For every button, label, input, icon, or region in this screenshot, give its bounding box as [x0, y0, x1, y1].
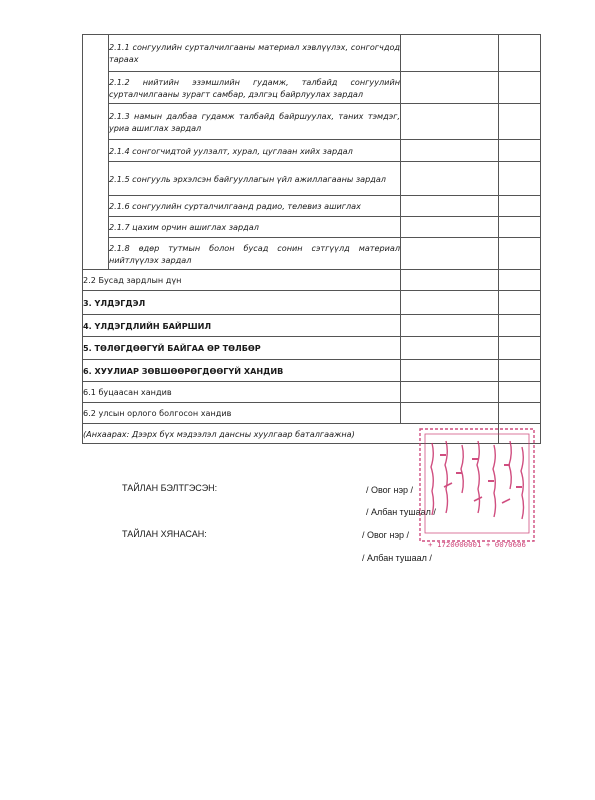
- amount-cell: [401, 196, 499, 217]
- prepared-by-position-line: / Албан тушаал /: [366, 507, 436, 517]
- amount-cell: [401, 360, 499, 382]
- amount-cell: [401, 315, 499, 337]
- amount-cell: [401, 72, 499, 104]
- row-label: 2.1.8 өдөр тутмын болон бусад сонин сэтгүүлд материал нийтлүүлэх зардал: [109, 238, 401, 270]
- amount-cell: [499, 217, 541, 238]
- row-label: 6.2 улсын орлого болгосон хандив: [83, 403, 401, 424]
- row-label: 2.1.3 намын далбаа гудамж талбайд байршуулах, таних тэмдэг, уриа ашиглах зардал: [109, 104, 401, 140]
- row-label: 2.1.2 нийтийн эзэмшлийн гудамж, талбайд сонгуулийн сурталчилгааны зурагт самбар, дэлгэц байрлуулах зардал: [109, 72, 401, 104]
- amount-cell: [499, 162, 541, 196]
- section-heading: 4. ҮЛДЭГДЛИЙН БАЙРШИЛ: [83, 315, 401, 337]
- section-heading: 6. ХУУЛИАР ЗӨВШӨӨРӨГДӨӨГҮЙ ХАНДИВ: [83, 360, 401, 382]
- row-label: 2.2 Бусад зардлын дүн: [83, 270, 401, 291]
- prepared-by-label: ТАЙЛАН БЭЛТГЭСЭН:: [122, 483, 218, 493]
- amount-cell: [401, 382, 499, 403]
- reviewed-by-name-line: / Овог нэр /: [362, 530, 410, 540]
- amount-cell: [499, 35, 541, 72]
- row-label: 2.1.7 цахим орчин ашиглах зардал: [109, 217, 401, 238]
- table-row: [83, 162, 541, 196]
- amount-cell: [499, 382, 541, 403]
- amount-cell: [499, 72, 541, 104]
- table-row: [83, 403, 541, 424]
- table-row: [83, 315, 541, 337]
- amount-cell: [499, 315, 541, 337]
- amount-cell: [401, 337, 499, 360]
- amount-cell: [499, 238, 541, 270]
- table-row: [83, 270, 541, 291]
- amount-cell: [401, 162, 499, 196]
- amount-cell: [401, 140, 499, 162]
- table-row: [83, 360, 541, 382]
- amount-cell: [401, 238, 499, 270]
- section-heading: 3. ҮЛДЭГДЭЛ: [83, 291, 401, 315]
- verification-note: (Анхаарах: Дээрх бүх мэдээлэл дансны хуулгаар баталгаажна): [83, 424, 499, 444]
- amount-cell: [499, 270, 541, 291]
- amount-cell: [499, 403, 541, 424]
- amount-cell: [401, 270, 499, 291]
- report-table: [82, 34, 541, 444]
- table-row: [83, 196, 541, 217]
- prepared-by-name-line: / Овог нэр /: [366, 485, 414, 495]
- row-label: 2.1.4 сонгогчидтой уулзалт, хурал, цуглаан хийх зардал: [109, 140, 401, 162]
- amount-cell: [401, 217, 499, 238]
- table-row: [83, 291, 541, 315]
- amount-cell: [401, 291, 499, 315]
- reviewed-by-label: ТАЙЛАН ХЯНАСАН:: [122, 529, 207, 539]
- row-label: 2.1.6 сонгуулийн сурталчилгаанд радио, телевиз ашиглах: [109, 196, 401, 217]
- stamp-number: + 1720000001 + 0070606: [428, 540, 526, 549]
- row-label: 2.1.5 сонгууль эрхэлсэн байгууллагын үйл ажиллагааны зардал: [109, 162, 401, 196]
- table-row: [83, 140, 541, 162]
- amount-cell: [401, 104, 499, 140]
- table-row: [83, 35, 541, 72]
- row-label: 2.1.1 сонгуулийн сурталчилгааны материал хэвлүүлэх, сонгогчдод тараах: [109, 35, 401, 72]
- amount-cell: [499, 140, 541, 162]
- indent-cell: [83, 35, 109, 270]
- amount-cell: [499, 196, 541, 217]
- table-row: [83, 238, 541, 270]
- row-label: 6.1 буцаасан хандив: [83, 382, 401, 403]
- table-row: [83, 337, 541, 360]
- amount-cell: [499, 337, 541, 360]
- amount-cell: [401, 35, 499, 72]
- table-row: [83, 382, 541, 403]
- table-row: [83, 72, 541, 104]
- amount-cell: [499, 360, 541, 382]
- official-stamp-icon: [416, 425, 538, 553]
- amount-cell: [499, 291, 541, 315]
- section-heading: 5. ТӨЛӨГДӨӨГҮЙ БАЙГАА ӨР ТӨЛБӨР: [83, 337, 401, 360]
- reviewed-by-position-line: / Албан тушаал /: [362, 553, 432, 563]
- amount-cell: [401, 403, 499, 424]
- table-row: [83, 217, 541, 238]
- table-row: [83, 104, 541, 140]
- amount-cell: [499, 104, 541, 140]
